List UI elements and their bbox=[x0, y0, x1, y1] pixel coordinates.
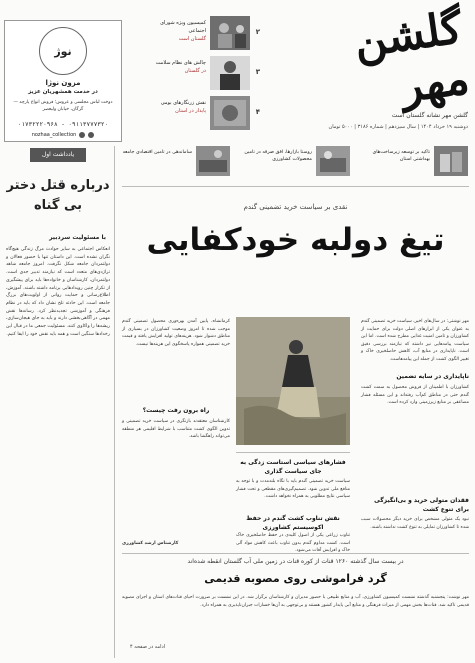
strip-item[interactable] bbox=[236, 146, 350, 184]
story-text: مهر نوشتی: در سال‌های اخیر، سیاست خرید تضمینی گندم به عنوان یکی از ابزارهای اصلی دولت برای حمایت از کشاورزان و تامین امنیت غذایی مطرح شده است. اما این سیاست پیامدهایی نیز داشته که نیازمند بررسی دقیق است. ناپایداری در منابع آب، کاهش حاصلخیزی خاک و تغییر الگوی کشت از جمله این پیامدهاست. bbox=[360, 319, 469, 362]
strip-photo bbox=[316, 146, 350, 176]
ad-phone: ۰۹۱۱۳۷۷۷۳۲۰ - ۰۱۷۳۲۲۲۰۹۶۸ bbox=[17, 121, 109, 128]
story-text: کشاورزان با اطمینان از فروش محصول به سمت کشت گندم حتی در مناطق کم‌آب رفته‌اند و این مسئله فشار مضاعفی بر منابع زیرزمینی وارد کرده است. bbox=[361, 385, 469, 406]
issue-line: دوشنبه ۱۹ خرداد ۱۴۰۴ | سال سیزدهم | شماره ۳۱۸۶ | ۵۰۰۰ تومان bbox=[328, 124, 468, 130]
teaser-photo bbox=[210, 56, 250, 90]
ad-address: دوخت لباس مجلسی و عروس؛ فروش انواع پارچه — گرگان، خیابان ولیعصر bbox=[13, 100, 113, 112]
logo-text: گلشن مهر bbox=[350, 2, 473, 113]
strip-text: ساماندهی در تامین اقتصادی جامعه bbox=[122, 150, 192, 155]
editorial-tab: یادداشت اول bbox=[30, 148, 86, 162]
story-subhead: ناپایداری در سایه تضمین bbox=[396, 373, 469, 380]
masthead bbox=[0, 0, 475, 142]
editorial-title: درباره قتل دختر بی گناه bbox=[6, 178, 110, 213]
story-subhead: فقدان متولی خرید و بی‌انگیزگی برای تنوع کشت bbox=[374, 497, 469, 513]
story-text: سیاست خرید تضمینی گندم باید با نگاه بلندمدت و با توجه به منافع ملی تدوین شود. تصمیم‌گیری‌های مقطعی و تحت فشار سیاسی نتایج مطلوبی به همراه نخواهد داشت. bbox=[236, 479, 350, 500]
story-column bbox=[361, 384, 469, 407]
divider bbox=[122, 553, 469, 554]
newspaper-logo bbox=[306, 2, 473, 113]
teaser-page-number: ۳ bbox=[255, 68, 260, 76]
strip-text: روستا بازارها، افق صرفه در تامین محصولات کشاورزی bbox=[244, 150, 312, 162]
strip-text: تاکید بر توسعه زیرساخت‌های بهداشتی استان bbox=[372, 150, 430, 162]
story-column bbox=[236, 478, 350, 501]
teaser-list bbox=[146, 14, 262, 132]
tagline: گلشن مهر نشانه گلستان است bbox=[391, 112, 468, 119]
story-subhead: فشارهای سیاسی استاست زدگی به جای سیاست گذاری bbox=[240, 459, 346, 475]
main-story-columns bbox=[122, 318, 469, 552]
teaser-text: چالش های نظام سلامت bbox=[155, 60, 206, 66]
teaser-photo bbox=[210, 96, 250, 130]
story-text: تناوب زراعی یکی از اصول کلیدی در حفظ حاصلخیزی خاک است. کشت مداوم گندم بدون تناوب باعث کاهش مواد آلی خاک و افزایش آفات می‌شود. bbox=[236, 533, 350, 552]
strip-item[interactable] bbox=[122, 146, 230, 184]
telegram-icon bbox=[79, 132, 85, 138]
story-column bbox=[236, 532, 350, 552]
ad-social bbox=[15, 131, 111, 139]
main-kicker: نقدی بر سیاست خرید تضمینی گندم bbox=[243, 203, 348, 211]
strip-item[interactable] bbox=[356, 146, 468, 184]
bottom-headline[interactable]: گرد فراموشی روی مصوبه قدیمی bbox=[204, 572, 387, 585]
advertisement-box[interactable] bbox=[4, 20, 122, 142]
story-subhead: راه برون رفت چیست؟ bbox=[142, 407, 210, 414]
editorial-column bbox=[4, 146, 112, 656]
ad-subtitle: در خدمت همشهریان عزیز bbox=[28, 89, 98, 95]
main-headline[interactable]: تیغ دولبه خودکفایی bbox=[146, 222, 445, 258]
story-text: کرمانشاه، پایین آمدن بهره‌وری محصول تضمینی گندم موجب شده تا امروز وضعیت کشاورزان در بسیاری از مناطق دشوار شود. هزینه‌های تولید افزایش یافته و قیمت خرید تضمینی همواره پاسخگوی این هزینه‌ها نیست. bbox=[122, 319, 230, 347]
editorial-body: انعکاس اجتماعی به سایر حوادث مرگ زندگی هیچ‌گاه نگران نشده است. این داستان تنها با حضور فعالان و دولتمردان جامعه شکل نگرفت. امروز جامعه شاهد تراژدی‌های متعدد است که نیازمند تدبیر جدی است. دولتمردان، کارشناسان و خانواده‌ها باید برای پیشگیری از تکرار چنین رویدادهایی برنامه داشته باشند. آموزش، اطلاع‌رسانی و حمایت روانی از اولویت‌های بزرگ جامعه است. این حادثه تلخ نشان داد که باید در نظام فرهنگی و آموزشی تجدیدنظر کرد. رسانه‌ها نقش مهمی در آگاهی‌بخشی دارند و باید به جای هیجان‌سازی، ریشه‌ها را واکاوی کنند. مسئولیت جمعی ما در قبال این رخدادها سنگین است و همه باید نقش خود را ایفا کنیم. bbox=[6, 247, 110, 337]
editorial-author: با مسئولیت سردبیر bbox=[49, 234, 106, 241]
teaser-subtext: پایدار در استان bbox=[175, 108, 206, 114]
headline-strip bbox=[122, 146, 469, 184]
teaser-text: کمیسیون ویژه شورای اجتماعی bbox=[160, 20, 206, 34]
teaser-item[interactable] bbox=[146, 96, 262, 132]
teaser-item[interactable] bbox=[146, 16, 262, 52]
divider bbox=[122, 186, 469, 187]
strip-photo bbox=[434, 146, 468, 176]
teaser-subtext: در گلستان bbox=[184, 68, 206, 74]
story-byline: کارشناس ارشد کشاورزی bbox=[122, 541, 179, 546]
column-divider bbox=[114, 146, 115, 658]
continued-link[interactable]: ادامه در صفحه ۴ bbox=[130, 644, 166, 650]
bottom-body: مهر نوشت: پنجشنبه گذشته نشست کمیسیون کشاورزی، آب و منابع طبیعی با حضور مدیران و کارشناسان برگزار شد. در این نشست بر ضرورت احیای قنات‌های استان و اجرای مصوبه قدیمی تاکید شد. قنات‌ها بخش مهمی از میراث فرهنگی و منابع آبی پایدار کشور هستند و بی‌توجهی به آن‌ها خسارات جبران‌ناپذیری به همراه دارد. bbox=[122, 595, 469, 608]
teaser-page-number: ۲ bbox=[255, 28, 260, 36]
story-column bbox=[122, 418, 230, 441]
divider bbox=[236, 452, 350, 453]
story-column bbox=[361, 318, 469, 364]
teaser-page-number: ۴ bbox=[255, 108, 260, 116]
story-column bbox=[122, 318, 230, 348]
ad-social-handle: nozhaa_collection bbox=[31, 132, 77, 138]
strip-photo bbox=[196, 146, 230, 176]
teaser-item[interactable] bbox=[146, 56, 262, 92]
ad-logo: نوژ bbox=[39, 27, 87, 75]
teaser-subtext: گلستان است bbox=[178, 36, 206, 42]
ad-name: مزون نوژا bbox=[45, 79, 81, 87]
teaser-text: نقش زرنگارهای بومی bbox=[160, 100, 206, 106]
story-text: نبود یک متولی مشخص برای خرید دیگر محصولات سبب شده تا کشاورزان تمایلی به تنوع کشت نداشته باشند. bbox=[361, 517, 469, 530]
story-column bbox=[361, 516, 469, 531]
story-text: کارشناسان معتقدند بازنگری در سیاست خرید تضمینی و تدوین الگوی کشت متناسب با شرایط اقلیمی هر منطقه می‌تواند راهگشا باشد. bbox=[122, 419, 230, 440]
teaser-photo bbox=[210, 16, 250, 50]
instagram-icon bbox=[88, 132, 94, 138]
story-subhead: نقش تناوب کشت گندم در حفظ اکوسیستم کشاورزی bbox=[246, 515, 340, 531]
bottom-kicker: در بیست سال گذشته ۱۲۶۰ قنات از کوره قنات در زمین ملی آب گلستان انقطه شده‌اند bbox=[187, 558, 404, 565]
